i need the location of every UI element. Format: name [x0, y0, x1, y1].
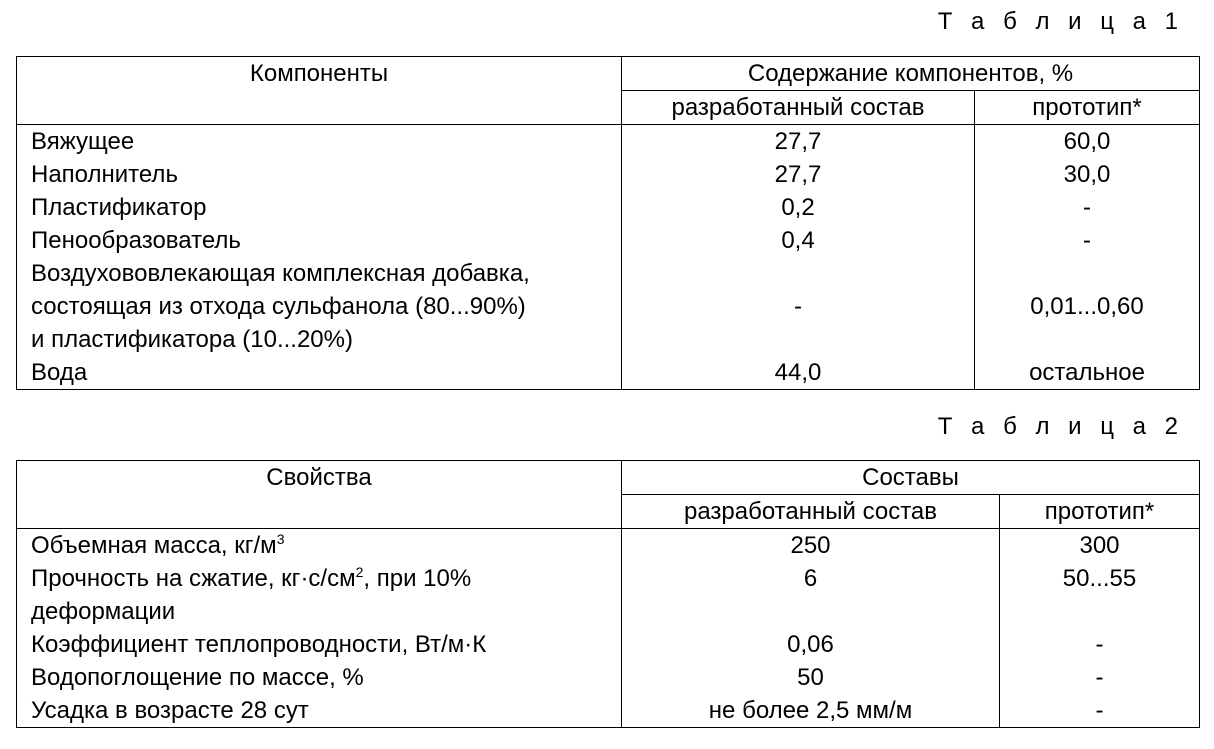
developed-value: 50 — [622, 661, 1000, 694]
component-name: Вяжущее — [17, 125, 622, 159]
table-1 — [16, 56, 1200, 390]
property-name-line: деформации — [31, 598, 176, 625]
superscript: 2 — [355, 564, 364, 580]
component-name-line: состоящая из отхода сульфанола (80...90%) — [31, 293, 526, 320]
table-row — [17, 257, 1200, 356]
table-2 — [16, 460, 1200, 728]
property-name: Водопоглощение по массе, % — [17, 661, 622, 694]
property-name: Коэффициент теплопроводности, Вт/м·К — [17, 628, 622, 661]
content-header: Содержание компонентов, % — [622, 57, 1200, 91]
prototype-value: - — [1000, 628, 1200, 661]
developed-value: не более 2,5 мм/м — [622, 694, 1000, 728]
property-name-tail: , при 10% — [363, 565, 472, 592]
prototype-header: прототип* — [975, 91, 1200, 125]
prototype-value: - — [1000, 694, 1200, 728]
table-row — [17, 562, 1200, 628]
developed-value: 250 — [622, 529, 1000, 563]
prototype-value: 300 — [1000, 529, 1200, 563]
table-row — [17, 628, 1200, 661]
prototype-value: - — [1000, 661, 1200, 694]
table-row — [17, 529, 1200, 563]
prototype-value: - — [975, 224, 1200, 257]
developed-value: 27,7 — [622, 158, 975, 191]
prototype-value: 50...55 — [1000, 562, 1200, 628]
superscript: 3 — [276, 531, 285, 547]
table-row — [17, 158, 1200, 191]
component-name: Пластификатор — [17, 191, 622, 224]
component-name-line: Воздухововлекающая комплексная добавка, — [31, 260, 530, 287]
table-row — [17, 224, 1200, 257]
developed-header: разработанный состав — [622, 495, 1000, 529]
components-header: Компоненты — [17, 57, 622, 125]
developed-header: разработанный состав — [622, 91, 975, 125]
prototype-value: 30,0 — [975, 158, 1200, 191]
table-row — [17, 191, 1200, 224]
component-name — [17, 257, 622, 356]
table-row — [17, 356, 1200, 390]
table-row — [17, 125, 1200, 159]
table-2-caption: Т а б л и ц а 2 — [937, 413, 1184, 440]
prototype-value: 60,0 — [975, 125, 1200, 159]
table-row — [17, 694, 1200, 728]
property-name — [17, 529, 622, 563]
component-name: Наполнитель — [17, 158, 622, 191]
property-name-text: Прочность на сжатие, кг·с/см — [31, 565, 356, 592]
prototype-value: - — [975, 191, 1200, 224]
property-name-text: Объемная масса, кг/м — [31, 532, 277, 559]
table-row — [17, 661, 1200, 694]
component-name: Вода — [17, 356, 622, 390]
prototype-header: прототип* — [1000, 495, 1200, 529]
component-name: Пенообразователь — [17, 224, 622, 257]
prototype-value: остальное — [975, 356, 1200, 390]
table-1-caption: Т а б л и ц а 1 — [937, 8, 1184, 35]
developed-value: 0,06 — [622, 628, 1000, 661]
property-name: Усадка в возрасте 28 сут — [17, 694, 622, 728]
developed-value: 6 — [622, 562, 1000, 628]
property-name — [17, 562, 622, 628]
developed-value: 44,0 — [622, 356, 975, 390]
prototype-value: 0,01...0,60 — [975, 257, 1200, 356]
component-name-line: и пластификатора (10...20%) — [31, 326, 353, 353]
developed-value: 27,7 — [622, 125, 975, 159]
compositions-header: Составы — [622, 461, 1200, 495]
developed-value: - — [622, 257, 975, 356]
developed-value: 0,2 — [622, 191, 975, 224]
developed-value: 0,4 — [622, 224, 975, 257]
properties-header: Свойства — [17, 461, 622, 529]
